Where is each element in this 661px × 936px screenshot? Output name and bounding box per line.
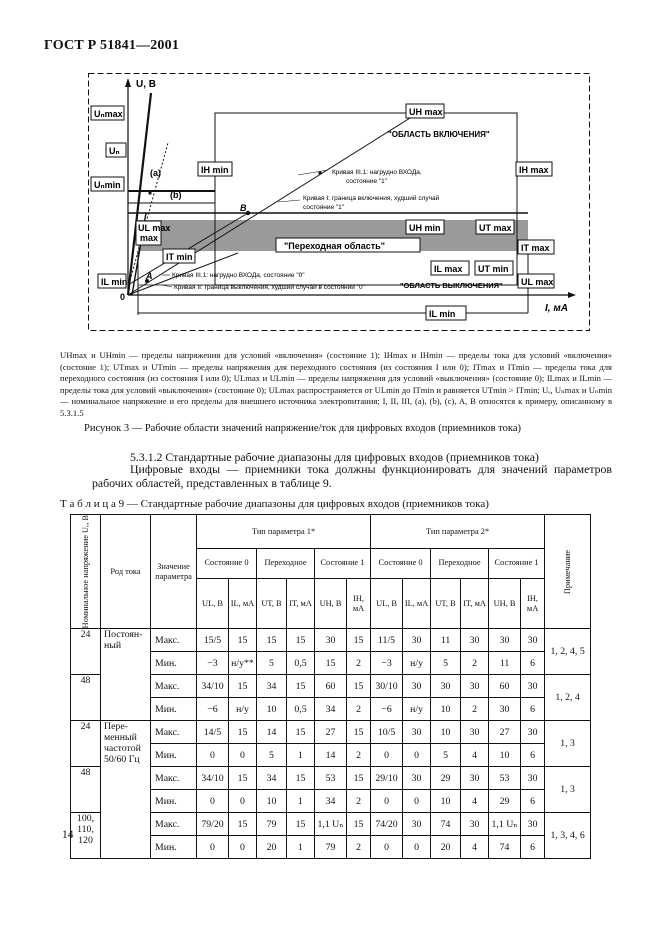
value-cell: −3 — [197, 652, 229, 675]
curve-iii1-on-note: Кривая III.1: нагрудно ВХОДа, — [332, 169, 422, 176]
value-cell: 29 — [489, 790, 521, 813]
il-min-bottom-label: IL min — [429, 309, 456, 319]
value-cell: 0,5 — [287, 698, 315, 721]
value-cell: 11/5 — [371, 629, 403, 652]
value-cell: 1,1 Uₙ — [489, 813, 521, 836]
value-cell: 11 — [489, 652, 521, 675]
value-cell: 30 — [461, 629, 489, 652]
section-heading: 5.3.1.2 Стандартные рабочие диапазоны для цифровых входов (приемников тока) — [130, 450, 539, 464]
value-cell: 30 — [403, 813, 431, 836]
value-cell: 5 — [257, 744, 287, 767]
curve-iii1-off-note: Кривая III.1: нагрудно ВХОДа, состояние "0" — [172, 272, 305, 279]
value-cell: 2 — [461, 652, 489, 675]
value-cell: 0 — [403, 744, 431, 767]
value-cell: 20 — [431, 836, 461, 859]
value-cell: 15 — [287, 675, 315, 698]
on-area-label: "ОБЛАСТЬ ВКЛЮЧЕНИЯ" — [388, 130, 490, 139]
value-cell: 15 — [347, 721, 371, 744]
table-9: Номинальное напряжение Uₑ, В Род тока Значение параметра Тип параметра 1* Тип параметра 2* Примечание Состояние 0 Переходное Состояние 1 Состояние 0 Переходное Состояние 1 UL, В IL, мА UT, В IT, мА UH, В IH, мА UL, В IL, мА UT, В IT, мА UH, В IH, мА 24 Постоян-ный Макс. 15/5 15 15 15 30 15 11/5 30 11 30 30 30 1, 2, 4, 5 Мин. −3 н/у** 5 0,5 15 2 −3 н/у 5 2 11 6 48 Макс. 34/10 15 34 15 60 15 30/10 30 30 30 60 30 1, 2, 4 Мин. −6 н/у 10 0,5 34 2 −6 н/у 10 2 30 6 24 Пере-менный частотой 50/60 Гц Макс. 14/5 15 14 15 27 15 10/5 30 10 30 27 30 1, 3 Мин. 0 0 5 1 14 2 0 0 5 4 10 6 48 Макс. 34/10 15 34 15 53 15 29/10 30 29 30 53 30 1, 3 Мин. 0 0 10 1 34 2 0 0 10 4 29 6 100, 110, 120 Макс. 79/20 15 79 15 1,1 Uₙ 15 74/20 30 74 30 1,1 Uₙ 30 1, 3, 4, 6 Мин. 0 0 20 1 79 2 0 0 20 4 74 6 — [70, 514, 591, 859]
origin-label: 0 — [120, 292, 126, 302]
current-type-cell: Постоян-ный — [101, 629, 151, 675]
it-max-label: IT max — [521, 243, 550, 253]
ih-max-label: IH max — [519, 165, 549, 175]
axis-u-label: U, В — [136, 79, 156, 90]
value-cell: 15 — [287, 629, 315, 652]
value-cell: 2 — [347, 744, 371, 767]
value-cell: 6 — [521, 652, 545, 675]
value-cell: 10 — [431, 790, 461, 813]
current-type-cell — [101, 767, 151, 813]
col-type1: Тип параметра 1* — [197, 515, 371, 549]
value-cell: 15/5 — [197, 629, 229, 652]
uh-min-label: UH min — [409, 223, 441, 233]
value-cell: 15 — [347, 629, 371, 652]
value-cell: 0 — [229, 836, 257, 859]
note-cell: 1, 2, 4, 5 — [545, 629, 591, 675]
svg-text:состояние "1": состояние "1" — [346, 178, 388, 185]
value-cell: 30 — [461, 767, 489, 790]
value-cell: 5 — [431, 652, 461, 675]
note-cell: 1, 3 — [545, 721, 591, 767]
off-area-label: "ОБЛАСТЬ ВЫКЛЮЧЕНИЯ" — [400, 281, 503, 290]
value-cell: 29/10 — [371, 767, 403, 790]
param-kind-cell: Мин. — [151, 652, 197, 675]
param-kind-cell: Макс. — [151, 813, 197, 836]
value-cell: 30 — [489, 629, 521, 652]
value-cell: 20 — [257, 836, 287, 859]
value-cell: 30 — [403, 767, 431, 790]
value-cell: 15 — [229, 813, 257, 836]
note-cell: 1, 3, 4, 6 — [545, 813, 591, 859]
page-number: 14 — [62, 829, 74, 841]
curve-ii-off-note: Кривая II: граница выключения, худший случай в состоянии "0" — [174, 284, 365, 291]
figure-legend: UHmax и UHmin — пределы напряжения для условий «включения» (состояние 1); IHmax и IHmin — пределы тока для условий «включения» (состоние 1); UTmax и UTmin — пределы напряжения для переходного состояния (из состояния I или 0); ITmax и ITmin — пределы тока для переходного состояния (из состояния I или 0); ULmax и ULmin — пределы напряжения для условий «выключения» (состояние 0); ILmax и ILmin — пределы тока для условий «выключения» (состояние 0); ULmax распространяется от ULmin до ITmin и равняется UTmin > ITmin; Uₑ, Uₙmax и Uₙmin — номинальное напряжение и его пределы для внешнего источника электропитания; I, II, III, (a), (b), (c), A, B относятся к примеру, описанному в 5.3.1.5 — [60, 350, 612, 418]
value-cell: 6 — [521, 836, 545, 859]
svg-text:max: max — [140, 233, 159, 243]
value-cell: н/у — [403, 698, 431, 721]
value-cell: 27 — [489, 721, 521, 744]
voltage-current-diagram — [88, 73, 590, 331]
param-kind-cell: Макс. — [151, 629, 197, 652]
value-cell: 30 — [403, 629, 431, 652]
param-kind-cell: Мин. — [151, 744, 197, 767]
value-cell: 29 — [431, 767, 461, 790]
value-cell: 0 — [197, 836, 229, 859]
value-cell: 5 — [431, 744, 461, 767]
value-cell: 5 — [257, 652, 287, 675]
value-cell: 1 — [287, 744, 315, 767]
value-cell: 15 — [229, 629, 257, 652]
value-cell: 30 — [461, 813, 489, 836]
nominal-voltage-cell: 48 — [71, 767, 101, 813]
curve-i-note: Кривая I: граница включения, худший случай — [303, 195, 440, 202]
value-cell: 53 — [315, 767, 347, 790]
value-cell: 15 — [229, 767, 257, 790]
value-cell: 30 — [461, 675, 489, 698]
value-cell: 74 — [431, 813, 461, 836]
value-cell: −6 — [197, 698, 229, 721]
value-cell: 10 — [257, 698, 287, 721]
value-cell: 79/20 — [197, 813, 229, 836]
point-A-label: A — [146, 271, 153, 281]
value-cell: 30/10 — [371, 675, 403, 698]
point-a-label: (a) — [150, 168, 161, 178]
value-cell: 2 — [347, 652, 371, 675]
table-row — [71, 629, 591, 652]
note-cell: 1, 3 — [545, 767, 591, 813]
param-kind-cell: Мин. — [151, 836, 197, 859]
value-cell: 74/20 — [371, 813, 403, 836]
value-cell: н/у** — [229, 652, 257, 675]
value-cell: 15 — [315, 652, 347, 675]
ih-min-label: IH min — [201, 165, 229, 175]
axis-i-label: I, мА — [545, 303, 568, 314]
param-kind-cell: Макс. — [151, 675, 197, 698]
paragraph: Цифровые входы — приемники тока должны функционировать для значений параметров рабочих областей, представленных в таблице 9. — [92, 462, 612, 490]
curve-iii1-on — [128, 113, 418, 295]
nominal-voltage-cell: 24 — [71, 629, 101, 675]
un-label: Uₙ — [109, 146, 120, 156]
figure-caption: Рисунок 3 — Рабочие области значений напряжение/ток для цифровых входов (приемников тока) — [84, 423, 521, 434]
il-max-label: IL max — [434, 264, 463, 274]
nominal-voltage-cell: 24 — [71, 721, 101, 767]
value-cell: 79 — [315, 836, 347, 859]
value-cell: 30 — [431, 675, 461, 698]
svg-text:состояние "1": состояние "1" — [303, 204, 345, 211]
value-cell: 15 — [347, 675, 371, 698]
current-type-cell — [101, 675, 151, 721]
note-cell: 1, 2, 4 — [545, 675, 591, 721]
value-cell: 34 — [315, 790, 347, 813]
value-cell: 0 — [197, 790, 229, 813]
value-cell: 15 — [347, 767, 371, 790]
value-cell: 0 — [229, 744, 257, 767]
value-cell: 34/10 — [197, 675, 229, 698]
param-kind-cell: Макс. — [151, 767, 197, 790]
value-cell: 6 — [521, 698, 545, 721]
value-cell: −6 — [371, 698, 403, 721]
value-cell: 30 — [315, 629, 347, 652]
value-cell: 30 — [489, 698, 521, 721]
value-cell: 27 — [315, 721, 347, 744]
value-cell: 15 — [287, 767, 315, 790]
table-row — [71, 767, 591, 790]
value-cell: 2 — [347, 698, 371, 721]
value-cell: 6 — [521, 790, 545, 813]
col-note: Примечание — [545, 515, 591, 629]
value-cell: 30 — [521, 675, 545, 698]
value-cell: 1 — [287, 790, 315, 813]
table-row — [71, 813, 591, 836]
value-cell: 11 — [431, 629, 461, 652]
value-cell: 0 — [403, 790, 431, 813]
value-cell: 60 — [315, 675, 347, 698]
nominal-voltage-cell: 100, 110, 120 — [71, 813, 101, 859]
value-cell: 4 — [461, 790, 489, 813]
value-cell: 10 — [257, 790, 287, 813]
value-cell: 0 — [403, 836, 431, 859]
value-cell: 15 — [229, 675, 257, 698]
transition-area-label: "Переходная область" — [284, 241, 385, 251]
col-current: Род тока — [101, 515, 151, 629]
value-cell: 1,1 Uₙ — [315, 813, 347, 836]
ut-min-label: UT min — [478, 264, 509, 274]
value-cell: 2 — [347, 790, 371, 813]
value-cell: 0 — [371, 744, 403, 767]
current-type-cell: Пере-менный частотой 50/60 Гц — [101, 721, 151, 767]
value-cell: 34/10 — [197, 767, 229, 790]
value-cell: 30 — [403, 721, 431, 744]
value-cell: 6 — [521, 744, 545, 767]
value-cell: 53 — [489, 767, 521, 790]
value-cell: 2 — [461, 698, 489, 721]
param-kind-cell: Мин. — [151, 698, 197, 721]
value-cell: 10/5 — [371, 721, 403, 744]
ut-max-label: UT max — [479, 223, 512, 233]
point-B-label: B — [240, 203, 247, 213]
value-cell: 10 — [489, 744, 521, 767]
value-cell: 15 — [347, 813, 371, 836]
value-cell: 4 — [461, 836, 489, 859]
page-header: ГОСТ Р 51841—2001 — [44, 38, 180, 53]
it-min-label: IT min — [166, 252, 193, 262]
value-cell: 15 — [287, 813, 315, 836]
value-cell: 0,5 — [287, 652, 315, 675]
value-cell: 0 — [371, 836, 403, 859]
value-cell: 0 — [229, 790, 257, 813]
il-min-label: IL min — [101, 277, 128, 287]
param-kind-cell: Мин. — [151, 790, 197, 813]
value-cell: 34 — [257, 675, 287, 698]
value-cell: 34 — [257, 767, 287, 790]
table-row — [71, 721, 591, 744]
value-cell: 14/5 — [197, 721, 229, 744]
value-cell: 14 — [315, 744, 347, 767]
value-cell: 30 — [521, 767, 545, 790]
value-cell: н/у — [229, 698, 257, 721]
value-cell: 15 — [287, 721, 315, 744]
current-type-cell — [101, 813, 151, 859]
uh-max-label: UH max — [409, 107, 443, 117]
value-cell: 1 — [287, 836, 315, 859]
value-cell: 74 — [489, 836, 521, 859]
value-cell: 30 — [521, 721, 545, 744]
point-b-label: (b) — [170, 190, 182, 200]
value-cell: 0 — [371, 790, 403, 813]
un-max-label: Uₙmax — [94, 109, 123, 119]
value-cell: 30 — [461, 721, 489, 744]
value-cell: 4 — [461, 744, 489, 767]
col-value: Значение параметра — [151, 515, 197, 629]
value-cell: 2 — [347, 836, 371, 859]
value-cell: 0 — [197, 744, 229, 767]
value-cell: −3 — [371, 652, 403, 675]
value-cell: н/у — [403, 652, 431, 675]
value-cell: 10 — [431, 698, 461, 721]
ul-max-lower-label: UL max — [521, 277, 554, 287]
param-kind-cell: Макс. — [151, 721, 197, 744]
value-cell: 14 — [257, 721, 287, 744]
value-cell: 60 — [489, 675, 521, 698]
ul-max-label: UL max — [138, 223, 171, 233]
value-cell: 30 — [521, 629, 545, 652]
steep-line-a — [128, 93, 151, 295]
un-min-label: Uₙmin — [94, 180, 121, 190]
value-cell: 15 — [229, 721, 257, 744]
value-cell: 10 — [431, 721, 461, 744]
nominal-voltage-cell: 48 — [71, 675, 101, 721]
col-type2: Тип параметра 2* — [371, 515, 545, 549]
value-cell: 30 — [403, 675, 431, 698]
value-cell: 15 — [257, 629, 287, 652]
value-cell: 30 — [521, 813, 545, 836]
figure-border — [89, 74, 590, 331]
value-cell: 34 — [315, 698, 347, 721]
table-caption: Т а б л и ц а 9 — Стандартные рабочие диапазоны для цифровых входов (приемников тока) — [60, 498, 489, 510]
value-cell: 79 — [257, 813, 287, 836]
table-row — [71, 675, 591, 698]
col-nominal: Номинальное напряжение Uₑ, В — [71, 515, 101, 629]
